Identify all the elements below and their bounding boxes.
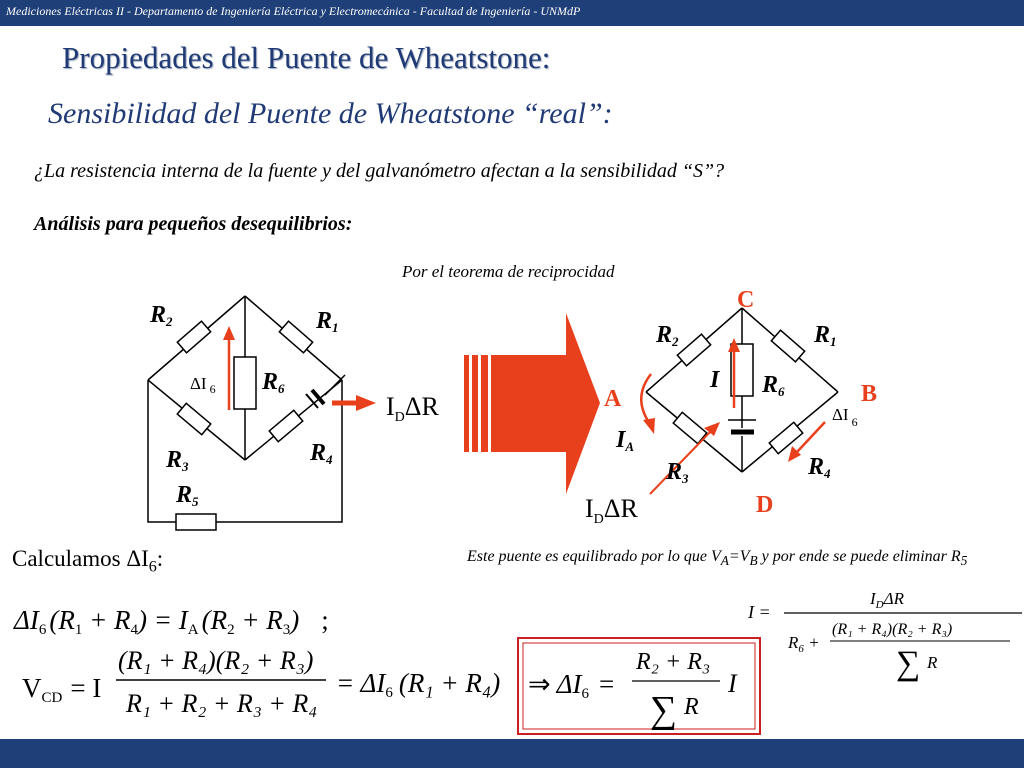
- right-label-r4: R4: [808, 454, 831, 481]
- right-label-r3: R3: [666, 459, 689, 486]
- calc-sub: 6: [148, 558, 157, 576]
- equation-2: [22, 646, 500, 718]
- left-label-source: $I_D\Delta R$: [386, 392, 439, 425]
- left-resistor-r5: [176, 514, 216, 530]
- left-resistor-r6: [234, 357, 256, 409]
- node-label-a: A: [604, 386, 622, 412]
- header-text: Mediciones Eléctricas II - Departamento de Ingeniería Eléctrica y Electromecánica - Facultad de Ingeniería - UNMdP: [6, 4, 581, 18]
- left-label-r2: R2: [150, 302, 173, 329]
- eq-i-lhs: I =: [748, 602, 771, 622]
- note-sub-b: B: [749, 553, 758, 569]
- node-label-b: B: [861, 381, 878, 407]
- right-resistor-r2: [677, 334, 710, 366]
- note-part2: =V: [728, 548, 750, 565]
- eq3-sigma: ∑: [650, 689, 678, 731]
- left-label-r5: R5: [176, 482, 199, 509]
- right-label-delta-i6: ΔI $_6$: [832, 405, 858, 429]
- footer-bar: [0, 739, 1024, 768]
- calc-text: Calculamos ΔI: [12, 546, 149, 571]
- left-resistor-r1: [279, 321, 312, 353]
- eq-i-sigma: ∑: [896, 645, 921, 682]
- note-sub-a: A: [720, 553, 729, 569]
- left-label-r4: R4: [310, 440, 333, 467]
- left-current-arrow: [223, 326, 235, 410]
- eq2-lhs: VCD = I: [22, 673, 102, 706]
- left-resistor-r4: [269, 410, 303, 441]
- note-part1: Este puente es equilibrado por lo que V: [467, 548, 721, 565]
- right-resistor-r3: [673, 412, 707, 443]
- note-part3: y por ende se puede eliminar R: [757, 548, 961, 565]
- right-label-r6: R6: [762, 372, 785, 399]
- question-text: ¿La resistencia interna de la fuente y del galvanómetro afectan a la sensibilidad “S”?: [34, 160, 725, 182]
- left-resistor-r3: [177, 403, 211, 434]
- note-sub-5: 5: [960, 553, 968, 569]
- right-label-source: $I_D\Delta R$: [585, 494, 638, 527]
- node-label-d: D: [756, 492, 774, 518]
- analysis-heading: Análisis para pequeños desequilibrios:: [34, 213, 353, 235]
- eq2-denominator: R₁ + R₂ + R₃ + R₄: [126, 689, 318, 718]
- equation-current-i: [747, 589, 1022, 682]
- eq3-lhs: ⇒ ΔI6 =: [528, 669, 615, 702]
- eq3-tail: I: [728, 669, 737, 698]
- left-label-delta-i6: ΔI $_6$: [190, 374, 216, 396]
- right-label-i: I: [710, 367, 720, 393]
- node-label-c: C: [737, 287, 755, 313]
- eq-i-inner-den: R: [927, 653, 938, 672]
- reciprocity-caption: Por el teorema de reciprocidad: [402, 262, 615, 281]
- left-label-r6: R6: [262, 369, 285, 396]
- eq3-denominator: R: [684, 694, 699, 720]
- right-label-r2: R2: [656, 322, 679, 349]
- eq-i-den-r6: $R_6$ +: [788, 633, 820, 655]
- calc-tail: :: [156, 546, 164, 571]
- eq2-numerator: (R₁ + R₄)(R₂ + R₃): [118, 646, 314, 675]
- left-label-r1: R1: [316, 308, 339, 335]
- eq-i-inner-numerator: (R₁ + R₄)(R₂ + R₃): [832, 621, 953, 638]
- right-current-arrow-ia: [641, 374, 655, 434]
- left-resistor-r2: [177, 321, 210, 353]
- reciprocity-big-arrow: [464, 313, 600, 494]
- equation-1: ΔI6 (R1 + R4) = IA (R2 + R3) ;: [14, 605, 329, 638]
- eq3-numerator: R₂ + R₃: [636, 649, 711, 675]
- eq2-rhs: = ΔI6 (R₁ + R₄): [336, 668, 501, 701]
- right-label-r1: R1: [814, 322, 837, 349]
- equation-3-boxed: [518, 638, 760, 734]
- page-subtitle: Sensibilidad del Puente de Wheatstone “real”:: [48, 97, 613, 130]
- right-resistor-r1: [771, 330, 804, 362]
- page-title: Propiedades del Puente de Wheatstone:: [62, 40, 551, 75]
- right-resistor-r4: [769, 422, 803, 453]
- left-source-arrow: [332, 395, 376, 411]
- left-label-r3: R3: [166, 447, 189, 474]
- right-label-ia: IA: [616, 427, 635, 454]
- eq-i-numerator: $I_D\Delta R$: [870, 589, 904, 611]
